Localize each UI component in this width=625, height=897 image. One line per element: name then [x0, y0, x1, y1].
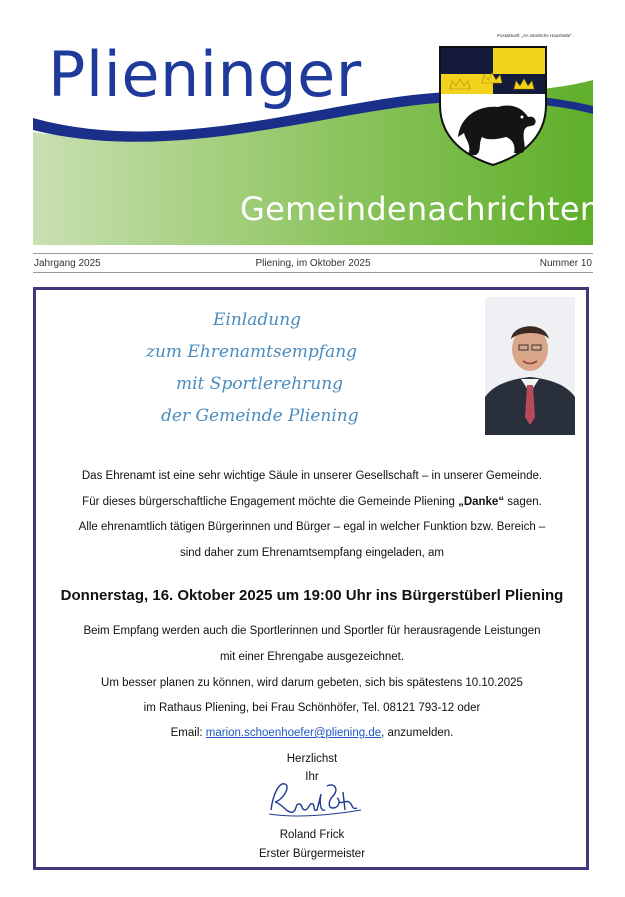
- event-date-line: Donnerstag, 16. Oktober 2025 um 19:00 Uhr ins Bürgerstüberl Pliening: [60, 587, 564, 604]
- invitation-text-line: im Rathaus Pliening, bei Frau Schönhöfer, Tel. 08121 793-12 oder: [143, 702, 481, 714]
- signer-title: Erster Bürgermeister: [258, 848, 366, 860]
- danke-emphasis: „Danke“: [458, 496, 505, 508]
- issue-year: Jahrgang 2025: [34, 258, 101, 269]
- invitation-text-line: Das Ehrenamt ist eine sehr wichtige Säule in unserer Gesellschaft – in unserer Gemeinde.: [81, 470, 543, 482]
- email-line: Email: marion.schoenhoefer@pliening.de, anzumelden.: [170, 727, 454, 739]
- issue-number: Nummer 10: [539, 258, 592, 269]
- closing-text-ihr: Ihr: [305, 771, 319, 783]
- invitation-text-line: Beim Empfang werden auch die Sportlerinnen und Sportler für herausragende Leistungen: [83, 625, 541, 637]
- issue-info-bar: [33, 253, 593, 273]
- newspaper-subtitle: Gemeindenachrichten: [240, 190, 601, 228]
- invitation-heading-line-4: der Gemeinde Pliening: [161, 406, 359, 426]
- invitation-heading-line-3: mit Sportlerehrung: [176, 374, 344, 394]
- newspaper-title: Plieninger: [48, 38, 362, 111]
- invitation-text-line: sind daher zum Ehrenamtsempfang eingeladen, am: [179, 547, 445, 559]
- postal-note: Postaktuell: „An sämtliche Haushalte“.: [497, 33, 574, 38]
- invitation-text-line: Um besser planen zu können, wird darum gebeten, sich bis spätestens 10.10.2025: [101, 677, 523, 689]
- signer-name: Roland Frick: [279, 829, 345, 841]
- invitation-heading-line-2: zum Ehrenamtsempfang: [146, 342, 358, 362]
- closing-text: Herzlichst: [286, 753, 338, 765]
- invitation-text-line: Für dieses bürgerschaftliche Engagement möchte die Gemeinde Pliening „Danke“ sagen.: [82, 496, 542, 508]
- coat-of-arms-logo: [438, 45, 548, 167]
- email-link[interactable]: marion.schoenhoefer@pliening.de: [205, 727, 382, 739]
- invitation-text-line: Alle ehrenamtlich tätigen Bürgerinnen und Bürger – egal in welcher Funktion bzw. Bereich –: [78, 521, 546, 533]
- mayor-portrait-photo: [485, 297, 575, 435]
- invitation-text-line: mit einer Ehrengabe ausgezeichnet.: [219, 651, 405, 663]
- issue-place-date: Pliening, im Oktober 2025: [255, 258, 371, 269]
- invitation-heading-line-1: Einladung: [213, 310, 302, 330]
- handwritten-signature: [265, 774, 365, 822]
